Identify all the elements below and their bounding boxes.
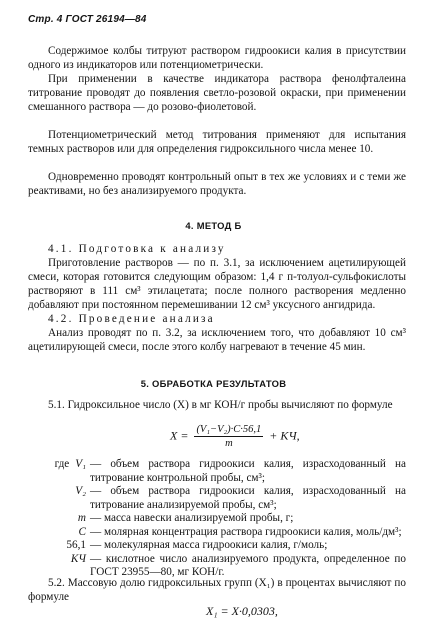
definition-row — [28, 539, 406, 553]
formula-fraction — [194, 424, 263, 449]
definition-text: — молярная концентрация раствора гидроокиси калия, моль/дм³; — [90, 525, 402, 538]
formula-lhs: X = — [170, 428, 189, 443]
paragraph: Потенциометрический метод титрования применяют для испытания темных растворов или для определения гидроксильного числа менее 10. — [28, 129, 406, 155]
definition-text: — объем раствора гидроокиси калия, израсходованный на титрование анализируемой пробы, см³; — [90, 485, 406, 511]
definition-row — [28, 485, 406, 512]
definition-row — [28, 458, 406, 485]
definition-text: — объем раствора гидроокиси калия, израсходованный на титрование контрольной пробы, см³; — [90, 458, 406, 484]
definitions-list — [28, 458, 406, 580]
definition-symbol: m — [77, 512, 86, 524]
formula-hydroxyl-number — [170, 424, 300, 449]
definition-symbol: V₁ — [75, 458, 86, 470]
definition-symbol: V₂ — [75, 485, 86, 497]
paragraph: 5.1. Гидроксильное число (X) в мг КОН/г пробы вычисляют по формуле — [48, 399, 393, 411]
paragraph: При применении в качестве индикатора раствора фенолфталеина титрование проводят до появления светло-розовой окраски, при применении смешанного раствора — до розово-фиолетовой. — [28, 73, 406, 113]
paragraph: Одновременно проводят контрольный опыт в тех же условиях и с теми же реактивами, но без анализируемого продукта. — [28, 171, 406, 197]
subsection-title: 4.2. Проведение анализа — [48, 313, 215, 325]
section-heading: 4. МЕТОД Б — [185, 220, 242, 231]
paragraph: 5.2. Массовую долю гидроксильных групп (X₁) в процентах вычисляют по формуле — [28, 577, 406, 603]
paragraph: Содержимое колбы титруют раствором гидроокиси калия в присутствии одного из индикаторов или потенциометрически. — [28, 45, 406, 71]
formula-denominator: m — [225, 438, 233, 449]
page-header: Стр. 4 ГОСТ 26194—84 — [28, 14, 147, 25]
where-label: где — [54, 458, 70, 470]
definition-row — [28, 526, 406, 540]
definition-text: — масса навески анализируемой пробы, г; — [90, 512, 294, 524]
paragraph: Приготовление растворов — по п. 3.1, за исключением ацетилирующей смеси, которая готовится следующим образом: 1,4 г п-толуол-сульфокислоты растворяют в 111 см³ этилацетата; после полного растворения медленно добавляют при постоянном перемешивании 12 см³ уксусного ангидрида. — [28, 257, 406, 311]
definition-symbol: 56,1 — [66, 539, 86, 551]
definition-row — [28, 512, 406, 526]
paragraph: Анализ проводят по п. 3.2, за исключением того, что добавляют 10 см³ ацетилирующей смеси, после этого колбу нагревают в течение 45 мин. — [28, 327, 406, 353]
definition-symbol: C — [78, 525, 86, 538]
formula-hydroxyl-groups: X₁ = X·0,0303, — [206, 604, 278, 618]
definition-symbol: КЧ — [70, 552, 86, 565]
formula-numerator: (V₁−V₂)·C·56,1 — [196, 424, 262, 435]
definition-text: — кислотное число анализируемого продукта, определенное по ГОСТ 23955—80, мг КОН/г. — [90, 552, 406, 578]
formula-rhs: + КЧ, — [269, 428, 300, 443]
section-heading: 5. ОБРАБОТКА РЕЗУЛЬТАТОВ — [140, 378, 287, 389]
subsection-title: 4.1. Подготовка к анализу — [48, 243, 226, 255]
definition-text: — молекулярная масса гидроокиси калия, г/моль; — [90, 539, 328, 551]
